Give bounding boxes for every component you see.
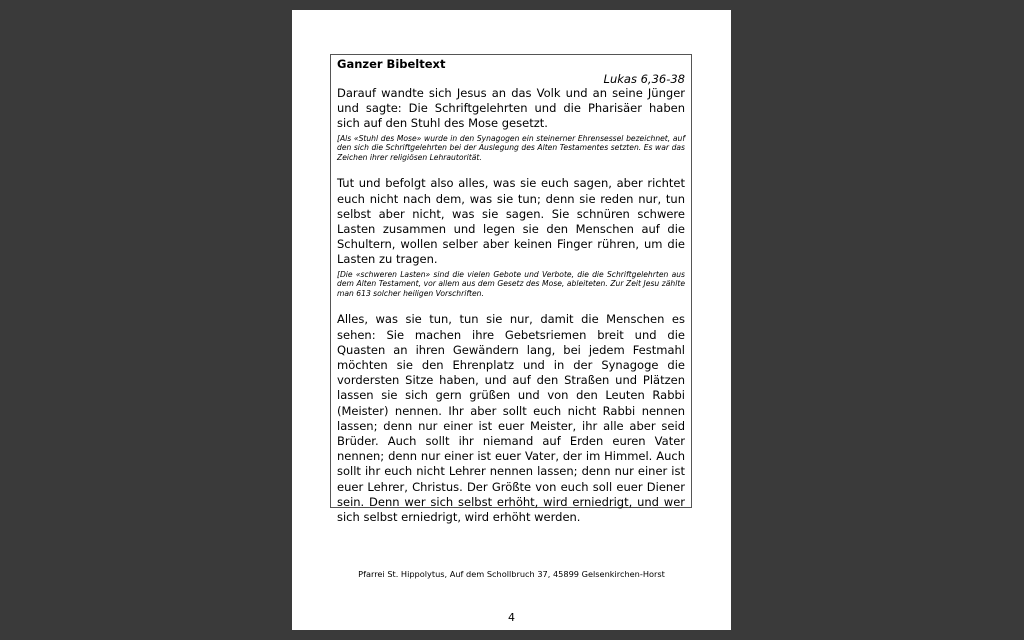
bible-reference: Lukas 6,36-38 (603, 72, 685, 86)
page-footer: Pfarrei St. Hippolytus, Auf dem Schollbruch 37, 45899 Gelsenkirchen-Horst (358, 569, 665, 579)
paragraph-3: Alles, was sie tun, tun sie nur, damit die Menschen es sehen: Sie machen ihre Gebetsriemen breit und die Quasten an ihren Gewändern lang, bei jedem Festmahl möchten sie den Ehrenplatz und in der Synagoge die vordersten Sitze haben, und auf den Straßen und Plätzen lassen sie sich gern grüßen und von den Leuten Rabbi (Meister) nennen. Ihr aber sollt euch nicht Rabbi nennen lassen; denn nur einer ist euer Meister, ihr alle aber seid Brüder. Auch sollt ihr niemand auf Erden euren Vater nennen; denn nur einer ist euer Vater, der im Himmel. Auch sollt ihr euch nicht Lehrer nennen lassen; denn nur einer ist euer Lehrer, Christus. Der Größte von euch soll euer Diener sein. Denn wer sich selbst erhöht, wird erniedrigt, und wer sich selbst erniedrigt, wird erhöht werden. (337, 312, 685, 525)
box-title: Ganzer Bibeltext (337, 57, 446, 71)
paragraph-1: Darauf wandte sich Jesus an das Volk und an seine Jünger und sagte: Die Schriftgelehrten und die Pharisäer haben sich auf den Stuhl des Mose gesetzt. (337, 86, 685, 131)
document-page (292, 10, 731, 630)
paragraph-2: Tut und befolgt also alles, was sie euch sagen, aber richtet euch nicht nach dem, was sie tun; denn sie reden nur, tun selbst aber nicht, was sie sagen. Sie schnüren schwere Lasten zusammen und legen sie den Menschen auf die Schultern, wollen selber aber keinen Finger rühren, um die Lasten zu tragen. (337, 176, 685, 267)
footnote-1: [Als «Stuhl des Mose» wurde in den Synagogen ein steinerner Ehrensessel bezeichnet, auf den sich die Schriftgelehrten bei der Auslegung des Alten Testamentes setzten. Es war das Zeichen ihrer religiösen Lehrautorität. (337, 133, 685, 162)
bible-text-box (330, 54, 692, 525)
footnote-2: [Die «schweren Lasten» sind die vielen Gebote und Verbote, die die Schriftgelehrten aus dem Alten Testament, vor allem aus dem Gesetz des Mose, ableiteten. Zur Zeit Jesu zählte man 613 solcher heiligen Vorschriften. (337, 269, 685, 298)
page-number: 4 (508, 611, 515, 624)
